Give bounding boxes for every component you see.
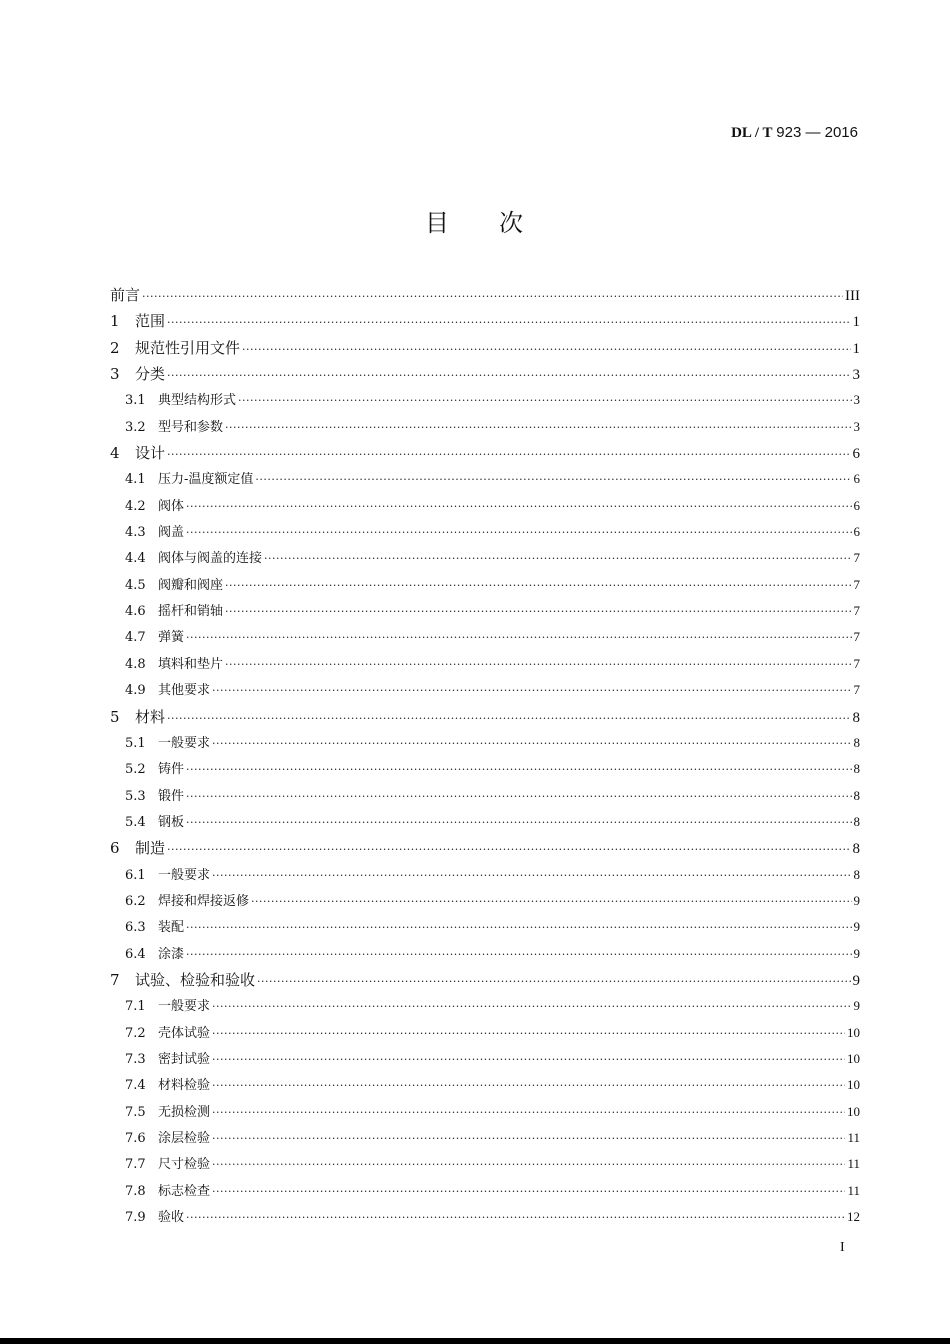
toc-entry-page: 6	[853, 471, 860, 487]
toc-entry-page: 3	[853, 392, 860, 408]
toc-entry-page: 7	[853, 603, 860, 619]
toc-entry-page: 9	[852, 972, 860, 989]
toc-entry-page: 7	[853, 655, 860, 671]
toc-entry[interactable]	[110, 677, 860, 703]
toc-entry-label: 阀体	[158, 498, 185, 514]
toc-entry-label: 填料和垫片	[158, 656, 224, 672]
toc-entry-number: 7.7	[125, 1157, 146, 1173]
toc-leader-dots	[212, 1047, 845, 1073]
toc-leader-dots	[242, 337, 850, 363]
toc-entry-number: 7.2	[125, 1025, 146, 1041]
toc-entry-number: 6.2	[125, 893, 146, 909]
toc-entry[interactable]	[110, 1204, 860, 1230]
toc-entry-number: 1	[110, 312, 120, 331]
toc-entry-number: 4.5	[125, 577, 146, 593]
toc-entry-label: 焊接和焊接返修	[158, 893, 250, 909]
toc-entry[interactable]	[110, 361, 860, 387]
toc-entry-label: 无损检测	[158, 1104, 211, 1120]
toc-entry-number: 6.1	[125, 867, 146, 883]
title-char-2: 次	[499, 209, 525, 237]
toc-entry-label: 试验、检验和验收	[135, 970, 256, 989]
toc-entry-page: 1	[852, 314, 860, 331]
toc-entry-page: 6	[852, 446, 860, 463]
toc-entry-label: 阀盖	[158, 525, 185, 541]
toc-entry-page: 7	[853, 550, 860, 566]
toc-leader-dots	[186, 942, 851, 968]
toc-entry[interactable]	[110, 941, 860, 967]
toc-entry-number: 5.4	[125, 814, 146, 830]
toc-entry-number: 3	[110, 365, 120, 384]
toc-leader-dots	[186, 915, 851, 941]
toc-entry-label: 铸件	[158, 762, 185, 778]
toc-entry-label: 摇杆和销轴	[158, 604, 224, 620]
toc-leader-dots	[238, 388, 851, 414]
toc-entry-label: 其他要求	[158, 683, 211, 699]
toc-entry-page: 12	[847, 1209, 860, 1225]
toc-entry-page: 8	[853, 787, 860, 803]
toc-entry-page: 9	[853, 998, 860, 1014]
toc-leader-dots	[212, 863, 851, 889]
standard-prefix: DL / T	[731, 125, 773, 141]
toc-entry[interactable]	[110, 835, 860, 861]
toc-entry[interactable]	[110, 783, 860, 809]
toc-entry[interactable]	[110, 1125, 860, 1151]
toc-leader-dots	[212, 1126, 845, 1152]
toc-entry-number: 7.6	[125, 1131, 146, 1146]
table-of-contents	[110, 282, 860, 1230]
toc-entry-number: 5.1	[125, 735, 146, 751]
toc-entry-label: 压力-温度额定值	[158, 472, 254, 488]
toc-entry-number: 5	[110, 707, 120, 726]
toc-leader-dots	[186, 520, 851, 546]
toc-entry-page: 9	[853, 919, 860, 935]
toc-leader-dots	[212, 678, 851, 704]
toc-entry-label: 范围	[135, 312, 166, 331]
toc-entry-label: 设计	[135, 444, 166, 463]
page-number: I	[840, 1240, 845, 1255]
toc-entry-number: 7.5	[125, 1104, 146, 1120]
title-char-1: 目	[425, 209, 451, 237]
toc-entry[interactable]	[110, 730, 860, 756]
toc-entry-number: 4.9	[125, 683, 146, 699]
toc-entry[interactable]	[110, 1151, 860, 1177]
toc-entry[interactable]	[110, 1072, 860, 1098]
toc-entry-page: 11	[847, 1182, 860, 1198]
toc-entry[interactable]	[110, 519, 860, 545]
toc-entry-page: 9	[853, 945, 860, 961]
standard-code	[731, 124, 858, 142]
toc-entry-number: 4.2	[125, 498, 146, 514]
toc-entry-label: 尺寸检验	[158, 1157, 211, 1173]
toc-entry-label: 标志检查	[158, 1183, 211, 1199]
toc-entry-page: 11	[847, 1156, 860, 1172]
toc-entry-page: III	[845, 288, 860, 304]
toc-entry-number: 2	[110, 338, 120, 357]
toc-entry[interactable]	[110, 862, 860, 888]
toc-entry-number: 7.8	[125, 1183, 146, 1199]
toc-entry[interactable]	[110, 809, 860, 835]
toc-entry-label: 型号和参数	[158, 419, 224, 435]
toc-entry-label: 密封试验	[158, 1051, 211, 1067]
toc-entry-number: 7.9	[125, 1210, 146, 1226]
toc-leader-dots	[186, 494, 851, 520]
toc-entry[interactable]	[110, 414, 860, 440]
toc-entry-page: 8	[853, 866, 860, 882]
toc-entry-label: 壳体试验	[158, 1025, 211, 1041]
toc-leader-dots	[264, 546, 851, 572]
toc-entry-label: 分类	[135, 365, 166, 384]
toc-entry-number: 6.3	[125, 920, 146, 936]
toc-entry[interactable]	[110, 624, 860, 650]
toc-entry-page: 10	[847, 1050, 860, 1066]
toc-entry-page: 10	[847, 1024, 860, 1040]
toc-leader-dots	[257, 969, 850, 995]
toc-entry[interactable]	[110, 440, 860, 466]
toc-leader-dots	[186, 757, 851, 783]
page-title	[0, 203, 950, 238]
toc-entry-label: 阀体与阀盖的连接	[158, 551, 263, 567]
toc-entry-number: 6.4	[125, 946, 146, 962]
toc-entry-label: 典型结构形式	[158, 393, 237, 409]
toc-entry[interactable]	[110, 756, 860, 782]
toc-leader-dots	[212, 1100, 845, 1126]
toc-entry-page: 1	[852, 340, 860, 357]
toc-entry-label: 前言	[110, 286, 141, 304]
toc-entry[interactable]	[110, 387, 860, 413]
toc-entry[interactable]	[110, 572, 860, 598]
toc-entry-page: 8	[853, 761, 860, 777]
toc-leader-dots	[212, 1179, 845, 1205]
toc-entry-number: 5.2	[125, 762, 146, 778]
toc-entry-page: 8	[852, 709, 860, 726]
toc-entry-label: 制造	[135, 839, 166, 858]
toc-leader-dots	[142, 284, 843, 310]
toc-leader-dots	[167, 310, 850, 336]
toc-entry-page: 3	[853, 418, 860, 434]
toc-leader-dots	[212, 731, 851, 757]
toc-leader-dots	[212, 1021, 845, 1047]
toc-entry-label: 装配	[158, 920, 185, 936]
toc-entry-number: 7.4	[125, 1078, 146, 1094]
toc-entry-number: 7.1	[125, 999, 146, 1015]
toc-leader-dots	[225, 573, 851, 599]
toc-entry-page: 10	[847, 1077, 860, 1093]
toc-entry-number: 4.8	[125, 656, 146, 672]
toc-entry-label: 一般要求	[158, 867, 211, 883]
toc-entry-number: 4.7	[125, 630, 146, 646]
toc-entry-label: 材料	[135, 707, 166, 726]
toc-leader-dots	[167, 442, 850, 468]
toc-entry-number: 3.2	[125, 419, 146, 435]
toc-entry[interactable]	[110, 1099, 860, 1125]
toc-leader-dots	[186, 810, 851, 836]
toc-entry-page: 10	[847, 1103, 860, 1119]
toc-entry-page: 3	[852, 367, 860, 384]
toc-entry-page: 6	[853, 524, 860, 540]
toc-entry-page: 9	[853, 892, 860, 908]
toc-entry-number: 5.3	[125, 788, 146, 804]
toc-entry[interactable]	[110, 967, 860, 993]
toc-leader-dots	[225, 599, 851, 625]
toc-entry-label: 一般要求	[158, 735, 211, 751]
toc-entry-page: 8	[852, 841, 860, 858]
toc-entry-number: 4.4	[125, 551, 146, 567]
toc-entry-page: 7	[853, 629, 860, 645]
standard-number: 923 — 2016	[776, 124, 858, 141]
toc-entry[interactable]	[110, 1046, 860, 1072]
toc-entry-page: 11	[847, 1130, 860, 1145]
toc-leader-dots	[167, 706, 850, 732]
toc-entry[interactable]	[110, 466, 860, 492]
toc-entry[interactable]	[110, 335, 860, 361]
toc-entry[interactable]	[110, 888, 860, 914]
toc-entry-number: 4.1	[125, 472, 146, 488]
toc-entry-number: 4	[110, 444, 120, 463]
toc-leader-dots	[167, 363, 850, 389]
toc-leader-dots	[186, 784, 851, 810]
toc-entry-number: 4.6	[125, 604, 146, 620]
toc-leader-dots	[212, 994, 851, 1020]
toc-entry[interactable]	[110, 993, 860, 1019]
toc-entry-label: 锻件	[158, 788, 185, 804]
toc-entry-number: 3.1	[125, 393, 146, 409]
bottom-border	[0, 1338, 950, 1344]
toc-entry-label: 弹簧	[158, 630, 185, 646]
toc-entry-label: 涂漆	[158, 946, 185, 962]
toc-entry-label: 规范性引用文件	[135, 338, 241, 357]
toc-entry-number: 6	[110, 839, 120, 858]
toc-leader-dots	[186, 625, 851, 651]
toc-leader-dots	[225, 415, 851, 441]
toc-entry[interactable]	[110, 704, 860, 730]
toc-entry-number: 7.3	[125, 1051, 146, 1067]
toc-leader-dots	[212, 1152, 845, 1178]
toc-leader-dots	[212, 1073, 845, 1099]
toc-entry-label: 验收	[158, 1210, 185, 1226]
toc-entry-label: 一般要求	[158, 999, 211, 1015]
toc-entry[interactable]	[110, 914, 860, 940]
toc-leader-dots	[186, 1205, 845, 1231]
toc-entry-label: 阀瓣和阀座	[158, 577, 224, 593]
toc-entry[interactable]	[110, 308, 860, 334]
toc-entry-label: 材料检验	[158, 1078, 211, 1094]
toc-entry[interactable]	[110, 651, 860, 677]
toc-entry-page: 8	[853, 734, 860, 750]
toc-entry-page: 6	[853, 497, 860, 513]
toc-entry-number: 7	[110, 970, 120, 989]
toc-entry-page: 8	[853, 813, 860, 829]
toc-leader-dots	[251, 889, 851, 915]
toc-entry[interactable]	[110, 1020, 860, 1046]
toc-leader-dots	[167, 837, 850, 863]
toc-leader-dots	[255, 467, 851, 493]
toc-entry-page: 7	[853, 682, 860, 698]
toc-entry-number: 4.3	[125, 525, 146, 541]
toc-entry-page: 7	[853, 576, 860, 592]
toc-entry[interactable]	[110, 493, 860, 519]
toc-entry[interactable]	[110, 598, 860, 624]
toc-entry[interactable]	[110, 545, 860, 571]
toc-entry[interactable]	[110, 1178, 860, 1204]
toc-entry-label: 涂层检验	[158, 1131, 211, 1146]
toc-leader-dots	[225, 652, 851, 678]
toc-entry[interactable]	[110, 282, 860, 308]
toc-entry-label: 钢板	[158, 814, 185, 830]
